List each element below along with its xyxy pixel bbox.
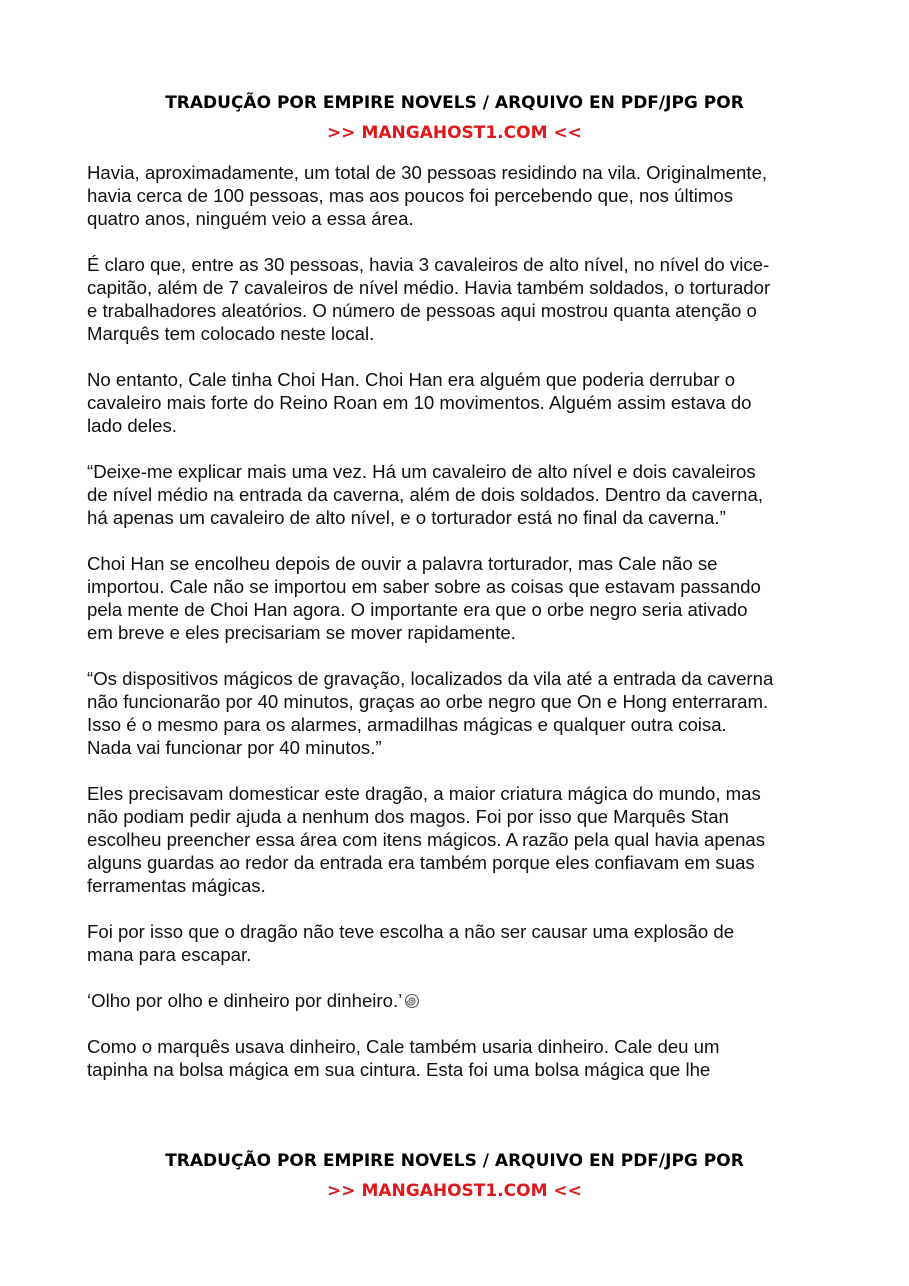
paragraph-7: Eles precisavam domesticar este dragão, a maior criatura mágica do mundo, mas não podiam pedir ajuda a nenhum dos magos. Foi por isso que Marquês Stan escolheu preencher essa área com itens mágicos. A razão pela qual havia apenas alguns guardas ao redor da entrada era também porque eles confiavam em suas ferramentas mágicas. bbox=[87, 783, 766, 896]
paragraph-8: Foi por isso que o dragão não teve escolha a não ser causar uma explosão de mana para escapar. bbox=[87, 921, 735, 965]
paragraph-9 bbox=[87, 989, 825, 1012]
footer-credit-line1: TRADUÇÃO POR EMPIRE NOVELS / ARQUIVO EN PDF/JPG POR bbox=[165, 1151, 744, 1171]
swirl-icon bbox=[404, 991, 420, 1007]
header-credit-line1: TRADUÇÃO POR EMPIRE NOVELS / ARQUIVO EN PDF/JPG POR bbox=[165, 93, 744, 113]
paragraph-4: “Deixe-me explicar mais uma vez. Há um cavaleiro de alto nível e dois cavaleiros de nível médio na entrada da caverna, além de dois soldados. Dentro da caverna, há apenas um cavaleiro de alto nível, e o torturador está no final da caverna.” bbox=[87, 461, 763, 528]
header-credit-link[interactable]: >> MANGAHOST1.COM << bbox=[327, 123, 582, 143]
paragraph-1: Havia, aproximadamente, um total de 30 pessoas residindo na vila. Originalmente, havia cerca de 100 pessoas, mas aos poucos foi percebendo que, nos últimos quatro anos, ninguém veio a essa área. bbox=[87, 162, 768, 229]
paragraph-5: Choi Han se encolheu depois de ouvir a palavra torturador, mas Cale não se importou. Cale não se importou em saber sobre as coisas que estavam passando pela mente de Choi Han agora. O importante era que o orbe negro seria ativado em breve e eles precisariam se mover rapidamente. bbox=[87, 553, 761, 643]
chapter-body bbox=[87, 161, 825, 1104]
footer-credit-link[interactable]: >> MANGAHOST1.COM << bbox=[327, 1181, 582, 1201]
paragraph-6: “Os dispositivos mágicos de gravação, localizados da vila até a entrada da caverna não funcionarão por 40 minutos, graças ao orbe negro que On e Hong enterraram. Isso é o mesmo para os alarmes, armadilhas mágicas e qualquer outra coisa. Nada vai funcionar por 40 minutos.” bbox=[87, 668, 774, 758]
footer-credit bbox=[0, 1146, 909, 1206]
paragraph-9-text: ‘Olho por olho e dinheiro por dinheiro.’ bbox=[87, 990, 403, 1011]
paragraph-2: É claro que, entre as 30 pessoas, havia 3 cavaleiros de alto nível, no nível do vice- capitão, além de 7 cavaleiros de nível médio. Havia também soldados, o torturador e trabalhadores aleatórios. O número de pessoas aqui mostrou quanta atenção o Marquês tem colocado neste local. bbox=[87, 254, 771, 344]
paragraph-3: No entanto, Cale tinha Choi Han. Choi Han era alguém que poderia derrubar o cavaleiro mais forte do Reino Roan em 10 movimentos. Alguém assim estava do lado deles. bbox=[87, 369, 752, 436]
paragraph-10: Como o marquês usava dinheiro, Cale também usaria dinheiro. Cale deu um tapinha na bolsa mágica em sua cintura. Esta foi uma bolsa mágica que lhe bbox=[87, 1036, 720, 1080]
header-credit bbox=[0, 88, 909, 148]
